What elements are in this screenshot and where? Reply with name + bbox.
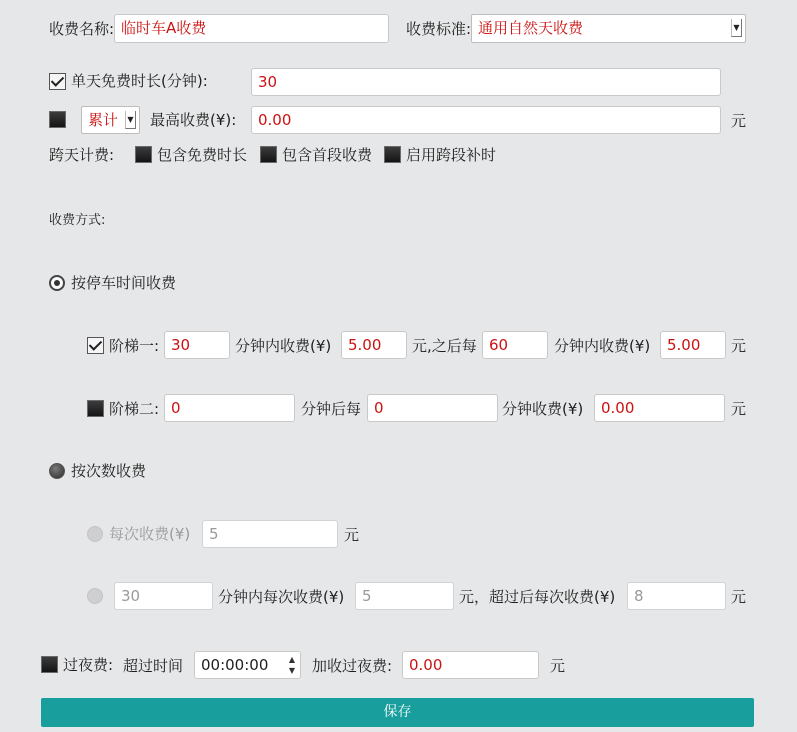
max-fee-mode-value: 累计 [88,111,119,129]
within-minutes-input[interactable]: 30 [114,582,213,610]
tier1-after-label: 元,之后每 [412,337,477,355]
per-time-unit: 元 [344,526,360,544]
tier1-every-input[interactable]: 60 [482,331,548,359]
per-time-radio[interactable] [87,526,103,542]
free-duration-label: 单天免费时长(分钟): [71,72,208,90]
tier2-fee-input[interactable]: 0.00 [594,394,725,422]
include-free-duration-checkbox[interactable] [135,146,152,163]
tier1-label: 阶梯一: [109,337,160,355]
tier2-checkbox[interactable] [87,400,104,417]
fee-standard-value: 通用自然天收费 [478,19,584,37]
max-fee-label: 最高收费(¥): [150,111,237,129]
chevron-down-icon: ▼ [731,19,742,37]
max-fee-mode-select[interactable] [81,106,140,134]
include-first-segment-label: 包含首段收费 [282,146,373,164]
include-first-segment-checkbox[interactable] [260,146,277,163]
tier1-minutes-input[interactable]: 30 [164,331,230,359]
overnight-extra-label: 加收过夜费: [312,657,393,675]
exceed-fee-label: 元，超过后每次收费(¥) [459,588,616,606]
by-time-radio[interactable] [49,275,65,291]
fee-standard-select[interactable] [471,14,746,43]
overnight-label: 过夜费: [63,656,114,674]
tier2-after-label: 分钟后每 [301,400,362,418]
tier1-within-label-2: 分钟内收费(¥) [554,337,651,355]
tier2-every-input[interactable]: 0 [367,394,498,422]
max-fee-checkbox[interactable] [49,111,66,128]
fee-name-label: 收费名称: [49,20,115,38]
max-fee-unit: 元 [731,112,747,130]
tier1-unit: 元 [731,337,747,355]
overnight-time-input[interactable] [194,651,301,679]
charge-method-label: 收费方式: [49,213,106,228]
tier1-checkbox[interactable] [87,337,104,354]
cross-segment-supplement-checkbox[interactable] [384,146,401,163]
tier2-minutes-input[interactable]: 0 [164,394,295,422]
spinner-icon[interactable]: ▲ ▼ [288,655,296,675]
chevron-down-icon: ▼ [125,111,136,129]
tier2-unit: 元 [731,400,747,418]
tier1-within-label: 分钟内收费(¥) [235,337,332,355]
per-time-fee-input[interactable]: 5 [202,520,338,548]
per-time-label: 每次收费(¥) [109,525,191,543]
within-time-radio[interactable] [87,588,103,604]
by-time-label: 按停车时间收费 [71,274,177,292]
free-duration-checkbox[interactable] [49,73,66,90]
fee-name-input[interactable]: 临时车A收费 [114,14,389,43]
overnight-time-value: 00:00:00 [201,656,269,674]
within-fee-input[interactable]: 5 [355,582,454,610]
overnight-unit: 元 [550,657,566,675]
fee-standard-label: 收费标准: [406,20,472,38]
overnight-exceed-label: 超过时间 [123,657,184,675]
overnight-fee-input[interactable]: 0.00 [402,651,539,679]
include-free-duration-label: 包含免费时长 [157,146,248,164]
cross-day-label: 跨天计费: [49,146,115,164]
overnight-checkbox[interactable] [41,656,58,673]
save-button[interactable]: 保存 [41,698,754,727]
free-duration-input[interactable]: 30 [251,68,721,96]
tier1-fee2-input[interactable]: 5.00 [660,331,726,359]
within-fee-label: 分钟内每次收费(¥) [218,588,345,606]
tier2-fee-label: 分钟收费(¥) [502,400,584,418]
cross-segment-supplement-label: 启用跨段补时 [406,146,497,164]
tier2-label: 阶梯二: [109,400,160,418]
by-count-radio[interactable] [49,463,65,479]
tier1-fee-input[interactable]: 5.00 [341,331,407,359]
exceed-fee-input[interactable]: 8 [627,582,726,610]
max-fee-input[interactable]: 0.00 [251,106,721,134]
within-unit: 元 [731,588,747,606]
by-count-label: 按次数收费 [71,462,147,480]
